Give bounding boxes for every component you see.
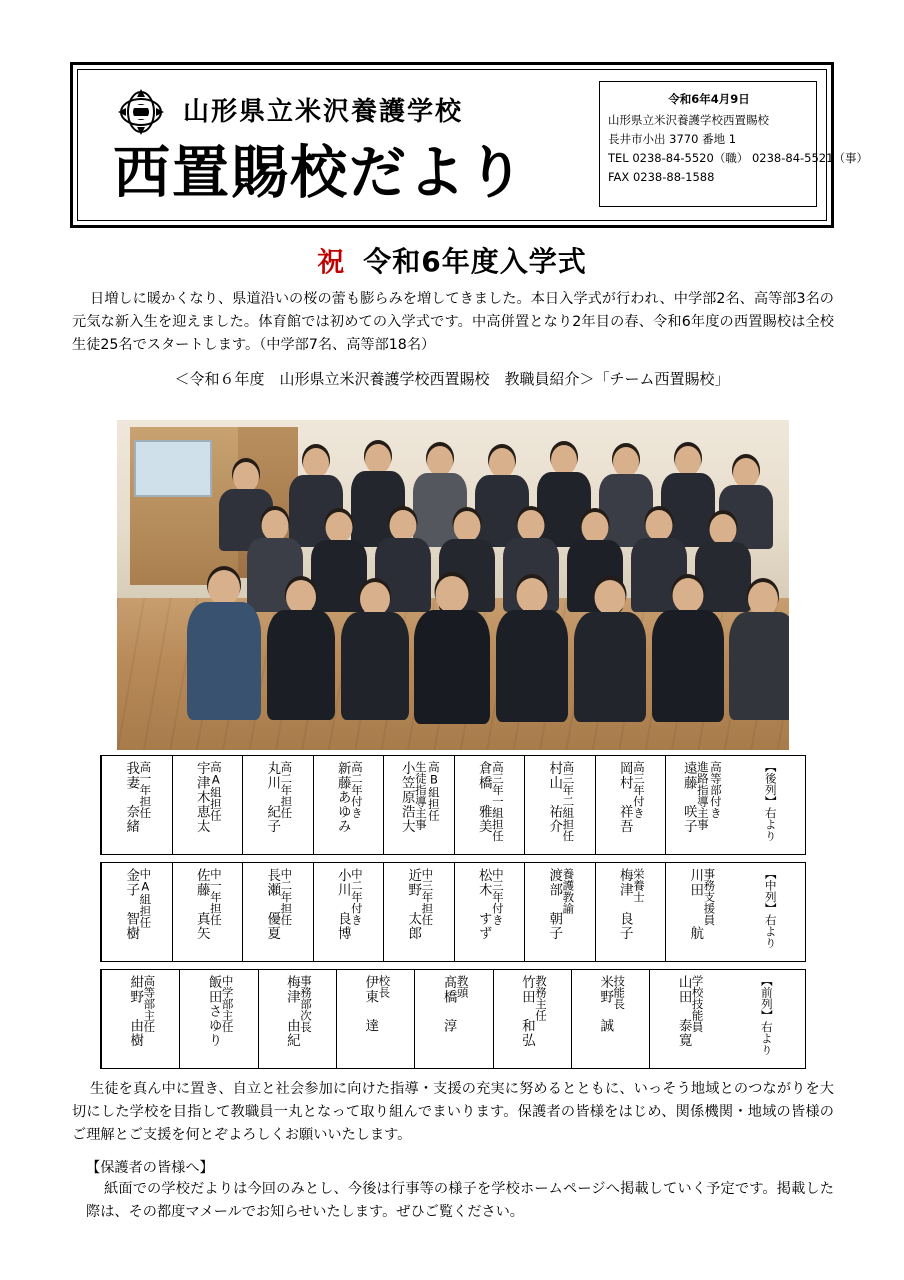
staff-name: 梅津 良子	[616, 868, 633, 941]
staff-name: 竹田 和弘	[518, 975, 535, 1048]
staff-role: 中A組担任	[138, 868, 153, 928]
staff-name-cell	[595, 756, 666, 854]
staff-name: 遠藤 咲子	[680, 761, 697, 834]
staff-name-cell	[383, 863, 454, 961]
staff-role: 高A組担任	[208, 761, 223, 821]
staff-role: 校長	[377, 975, 392, 998]
staff-role: 技能長	[612, 975, 627, 1010]
staff-role: 栄養士	[631, 868, 646, 903]
photo-person	[495, 570, 569, 725]
staff-name: 飯田さゆり	[205, 975, 222, 1048]
staff-name-cell	[179, 970, 257, 1068]
row-label-text: 【中列】右より	[763, 868, 778, 949]
staff-role: 高等部付き	[708, 761, 723, 819]
staff-role: 中学部主任	[220, 975, 235, 1033]
name-table-row-label	[736, 863, 806, 961]
staff-role: 中一年担任	[208, 868, 223, 926]
staff-name-cell	[493, 970, 571, 1068]
staff-name: 紺野 由樹	[127, 975, 144, 1048]
staff-name: 山田 泰寛	[675, 975, 692, 1048]
staff-role: 高二年付き	[349, 761, 364, 819]
staff-name-cell	[649, 970, 727, 1068]
newsletter-title: 西置賜校だより	[113, 140, 526, 206]
issuing-address: 長井市小出 3770 番地 1	[608, 131, 737, 146]
name-table-row-label	[728, 970, 805, 1068]
staff-role: 中二年付き	[349, 868, 364, 926]
staff-name-cell	[313, 756, 384, 854]
name-table-row-label	[736, 756, 806, 854]
celebration-heading	[0, 240, 904, 280]
celebration-mark: 祝	[317, 247, 345, 279]
staff-name-cell	[242, 756, 313, 854]
staff-role: 高B組担任	[426, 761, 441, 821]
staff-name: 梅津 由紀	[283, 975, 300, 1048]
staff-role: 教務主任	[533, 975, 548, 1021]
staff-role: 高三年付き	[631, 761, 646, 819]
issuing-tel: TEL 0238-84-5520（職） 0238-84-5521（事）	[608, 150, 868, 165]
issue-info-box	[599, 81, 868, 207]
issuing-office: 山形県立米沢養護学校西置賜校	[608, 112, 769, 127]
photo-row-front	[117, 570, 789, 730]
celebration-text: 令和6年度入学式	[363, 245, 587, 278]
name-table-back-row	[100, 755, 806, 855]
staff-name-cell	[258, 970, 336, 1068]
staff-name: 倉橋 雅美	[475, 761, 492, 834]
staff-name-cell	[101, 970, 179, 1068]
staff-name: 丸川 紀子	[264, 761, 281, 834]
staff-role: 高二年担任	[279, 761, 294, 819]
staff-name: 川田 航	[687, 868, 704, 941]
staff-name: 近野 太郎	[405, 868, 422, 941]
staff-name: 岡村 祥吾	[616, 761, 633, 834]
staff-group-photo	[117, 420, 789, 750]
staff-name: 小川 良博	[334, 868, 351, 941]
staff-role: 中三年担任	[420, 868, 435, 926]
staff-name: 米野 誠	[597, 975, 614, 1033]
issuing-fax: FAX 0238-88-1588	[608, 169, 715, 184]
staff-name: 小笠原浩大	[398, 761, 415, 834]
staff-name-cell	[336, 970, 414, 1068]
staff-role: 養護教諭	[561, 868, 576, 914]
intro-paragraph: 日増しに暖かくなり、県道沿いの桜の蕾も膨らみを増してきました。本日入学式が行われ、中学部2名、高等部3名の元気な新入生を迎えました。体育館では初めての入学式です。中高併置となり2年目の春、令和6年度の西置賜校は全校生徒25名でスタートします。（中学部7名、高等部18名）	[72, 291, 834, 353]
header-box	[70, 62, 868, 228]
staff-role: 学校技能員	[690, 975, 705, 1033]
staff-role: 中三年付き	[490, 868, 505, 926]
staff-name: 髙橋 淳	[440, 975, 457, 1033]
staff-name-cell	[101, 863, 172, 961]
staff-role: 高三年一組担任	[490, 761, 505, 842]
staff-role-secondary: 生徒指導主事	[413, 761, 428, 830]
staff-name-cell	[665, 863, 736, 961]
photo-person	[185, 570, 263, 725]
staff-introduction-heading: ＜令和６年度 山形県立米沢養護学校西置賜校 教職員紹介＞「チーム西置賜校」	[174, 370, 730, 388]
staff-role: 中二年担任	[279, 868, 294, 926]
guardian-heading: 【保護者の皆様へ】	[86, 1160, 214, 1176]
staff-name: 伊東 達	[362, 975, 379, 1033]
photo-person	[413, 570, 491, 725]
guardian-paragraph: 紙面での学校だよりは今回のみとし、今後は行事等の様子を学校ホームページへ掲載していく予定です。掲載した際は、その都度マメールでお知らせいたします。ぜひご覧ください。	[86, 1181, 834, 1220]
staff-name-cell	[383, 756, 454, 854]
staff-name: 村山 祐介	[546, 761, 563, 834]
staff-name-cell	[414, 970, 492, 1068]
photo-person	[339, 570, 411, 725]
staff-role: 高等部主任	[142, 975, 157, 1033]
staff-role: 事務部次長	[298, 975, 313, 1033]
staff-name-cell	[595, 863, 666, 961]
staff-name-cell	[313, 863, 384, 961]
staff-name-cell	[101, 756, 172, 854]
staff-name-cell	[524, 756, 595, 854]
staff-role: 教頭	[455, 975, 470, 998]
staff-name: 金子 智樹	[123, 868, 140, 941]
staff-name: 佐藤 真矢	[193, 868, 210, 941]
staff-name-cell	[454, 756, 525, 854]
staff-name-cell	[665, 756, 736, 854]
staff-name-cell	[172, 863, 243, 961]
staff-name: 長瀬 優夏	[264, 868, 281, 941]
staff-name: 新藤あゆみ	[334, 761, 351, 834]
staff-role-secondary: 進路指導主事	[695, 761, 710, 830]
school-name: 山形県立米沢養護学校	[183, 97, 464, 127]
staff-name: 渡部 朝子	[546, 868, 563, 941]
staff-name: 松木 すず	[475, 868, 492, 941]
staff-name-cell	[242, 863, 313, 961]
staff-role: 事務支援員	[702, 868, 717, 926]
staff-role: 高一年担任	[138, 761, 153, 819]
issue-date: 令和6年4月9日	[668, 92, 750, 106]
staff-name-cell	[172, 756, 243, 854]
name-table-middle-row	[100, 862, 806, 962]
photo-person	[573, 570, 647, 725]
staff-name: 宇津木恵太	[193, 761, 210, 834]
staff-name-cell	[524, 863, 595, 961]
photo-person	[727, 570, 789, 725]
photo-person	[651, 570, 725, 725]
staff-role: 高三年二組担任	[561, 761, 576, 842]
row-label-text: 【後列】右より	[763, 761, 778, 842]
closing-paragraph: 生徒を真ん中に置き、自立と社会参加に向けた指導・支援の充実に努めるとともに、いっそう地域とのつながりを大切にした学校を目指して教職員一丸となって取り組んでまいります。保護者の皆様をはじめ、関係機関・地域の皆様のご理解とご支援を何とぞよろしくお願いいたします。	[72, 1081, 834, 1143]
staff-name: 我妻 奈緒	[123, 761, 140, 834]
staff-name-cell	[454, 863, 525, 961]
row-label-text: 【前列】右より	[759, 975, 774, 1056]
name-table-front-row	[100, 969, 806, 1069]
photo-person	[265, 570, 337, 725]
staff-name-cell	[571, 970, 649, 1068]
